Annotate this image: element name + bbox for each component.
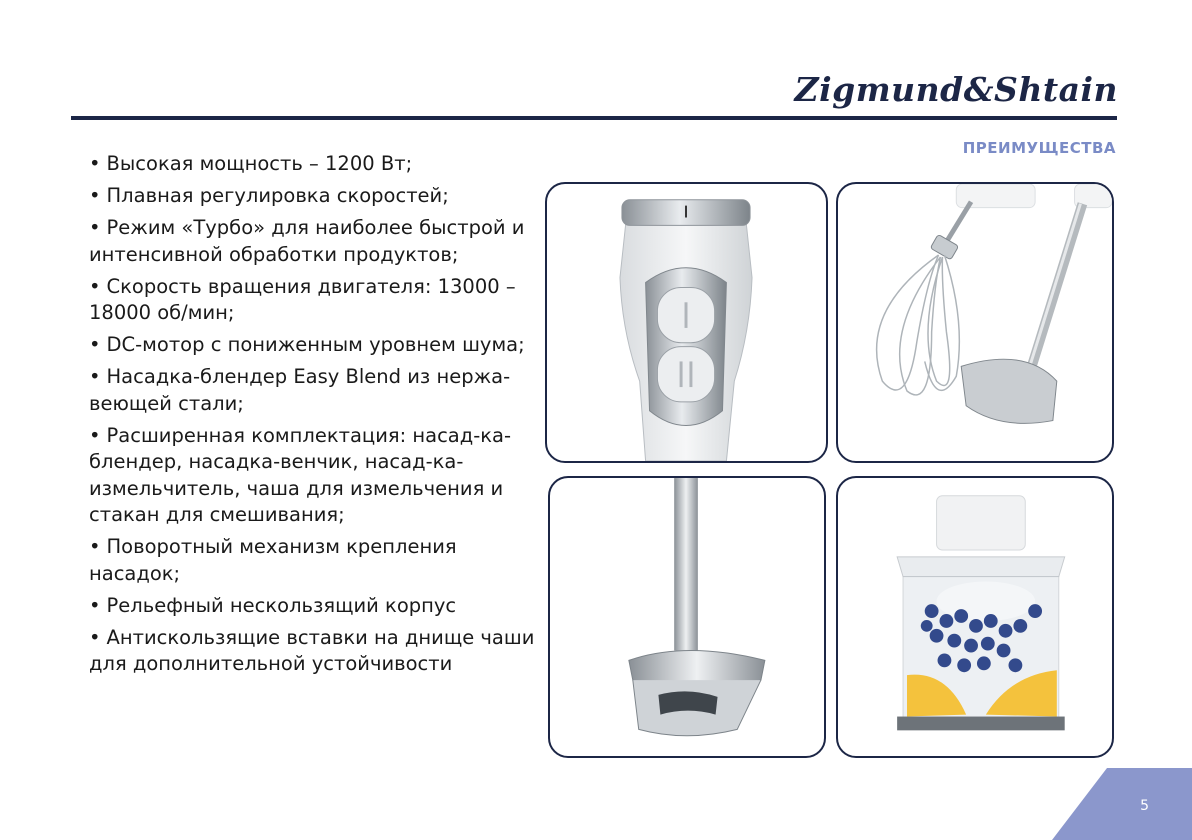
- feature-item: • DC-мотор с пониженным уровнем шума;: [89, 333, 525, 356]
- brand-logo: Zigmund&Shtain: [794, 70, 1118, 109]
- feature-item: • Антискользящие вставки на днище чаши для дополнительной устойчивости: [89, 625, 535, 675]
- header-rule: [71, 116, 1117, 120]
- section-title: ПРЕИМУЩЕСТВА: [962, 139, 1116, 157]
- chopper-bowl-illustration: [838, 478, 1112, 756]
- feature-item: • Режим «Турбо» для наиболее быстрой и интенсивной обработки продуктов;: [89, 216, 525, 266]
- feature-item: • Поворотный механизм крепления насадок;: [89, 535, 457, 585]
- feature-item: • Расширенная комплектация: насад-ка-блендер, насадка-венчик, насад-ка-измельчитель, чаша для измельчения и стакан для смешивания;: [89, 423, 512, 526]
- blender-handle-illustration: [547, 184, 826, 461]
- corner-decoration: [1052, 768, 1192, 840]
- feature-item: • Рельефный нескользящий корпус: [89, 593, 457, 617]
- feature-item: • Высокая мощность – 1200 Вт;: [89, 152, 413, 175]
- feature-item: • Плавная регулировка скоростей;: [89, 184, 449, 207]
- whisk-and-shaft-illustration: [838, 184, 1112, 461]
- feature-item: • Насадка-блендер Easy Blend из нержа-веющей стали;: [89, 365, 511, 415]
- chopper-bowl-photo: [836, 476, 1114, 758]
- whisk-and-shaft-photo: [836, 182, 1114, 463]
- blender-shaft-illustration: [550, 478, 824, 756]
- blender-shaft-photo: [548, 476, 826, 758]
- feature-item: • Скорость вращения двигателя: 13000 – 18000 об/мин;: [89, 274, 516, 324]
- blender-handle-photo: [545, 182, 828, 463]
- page-number: 5: [1140, 798, 1149, 814]
- yogurt-layer: [937, 582, 1036, 621]
- feature-list: [89, 151, 544, 683]
